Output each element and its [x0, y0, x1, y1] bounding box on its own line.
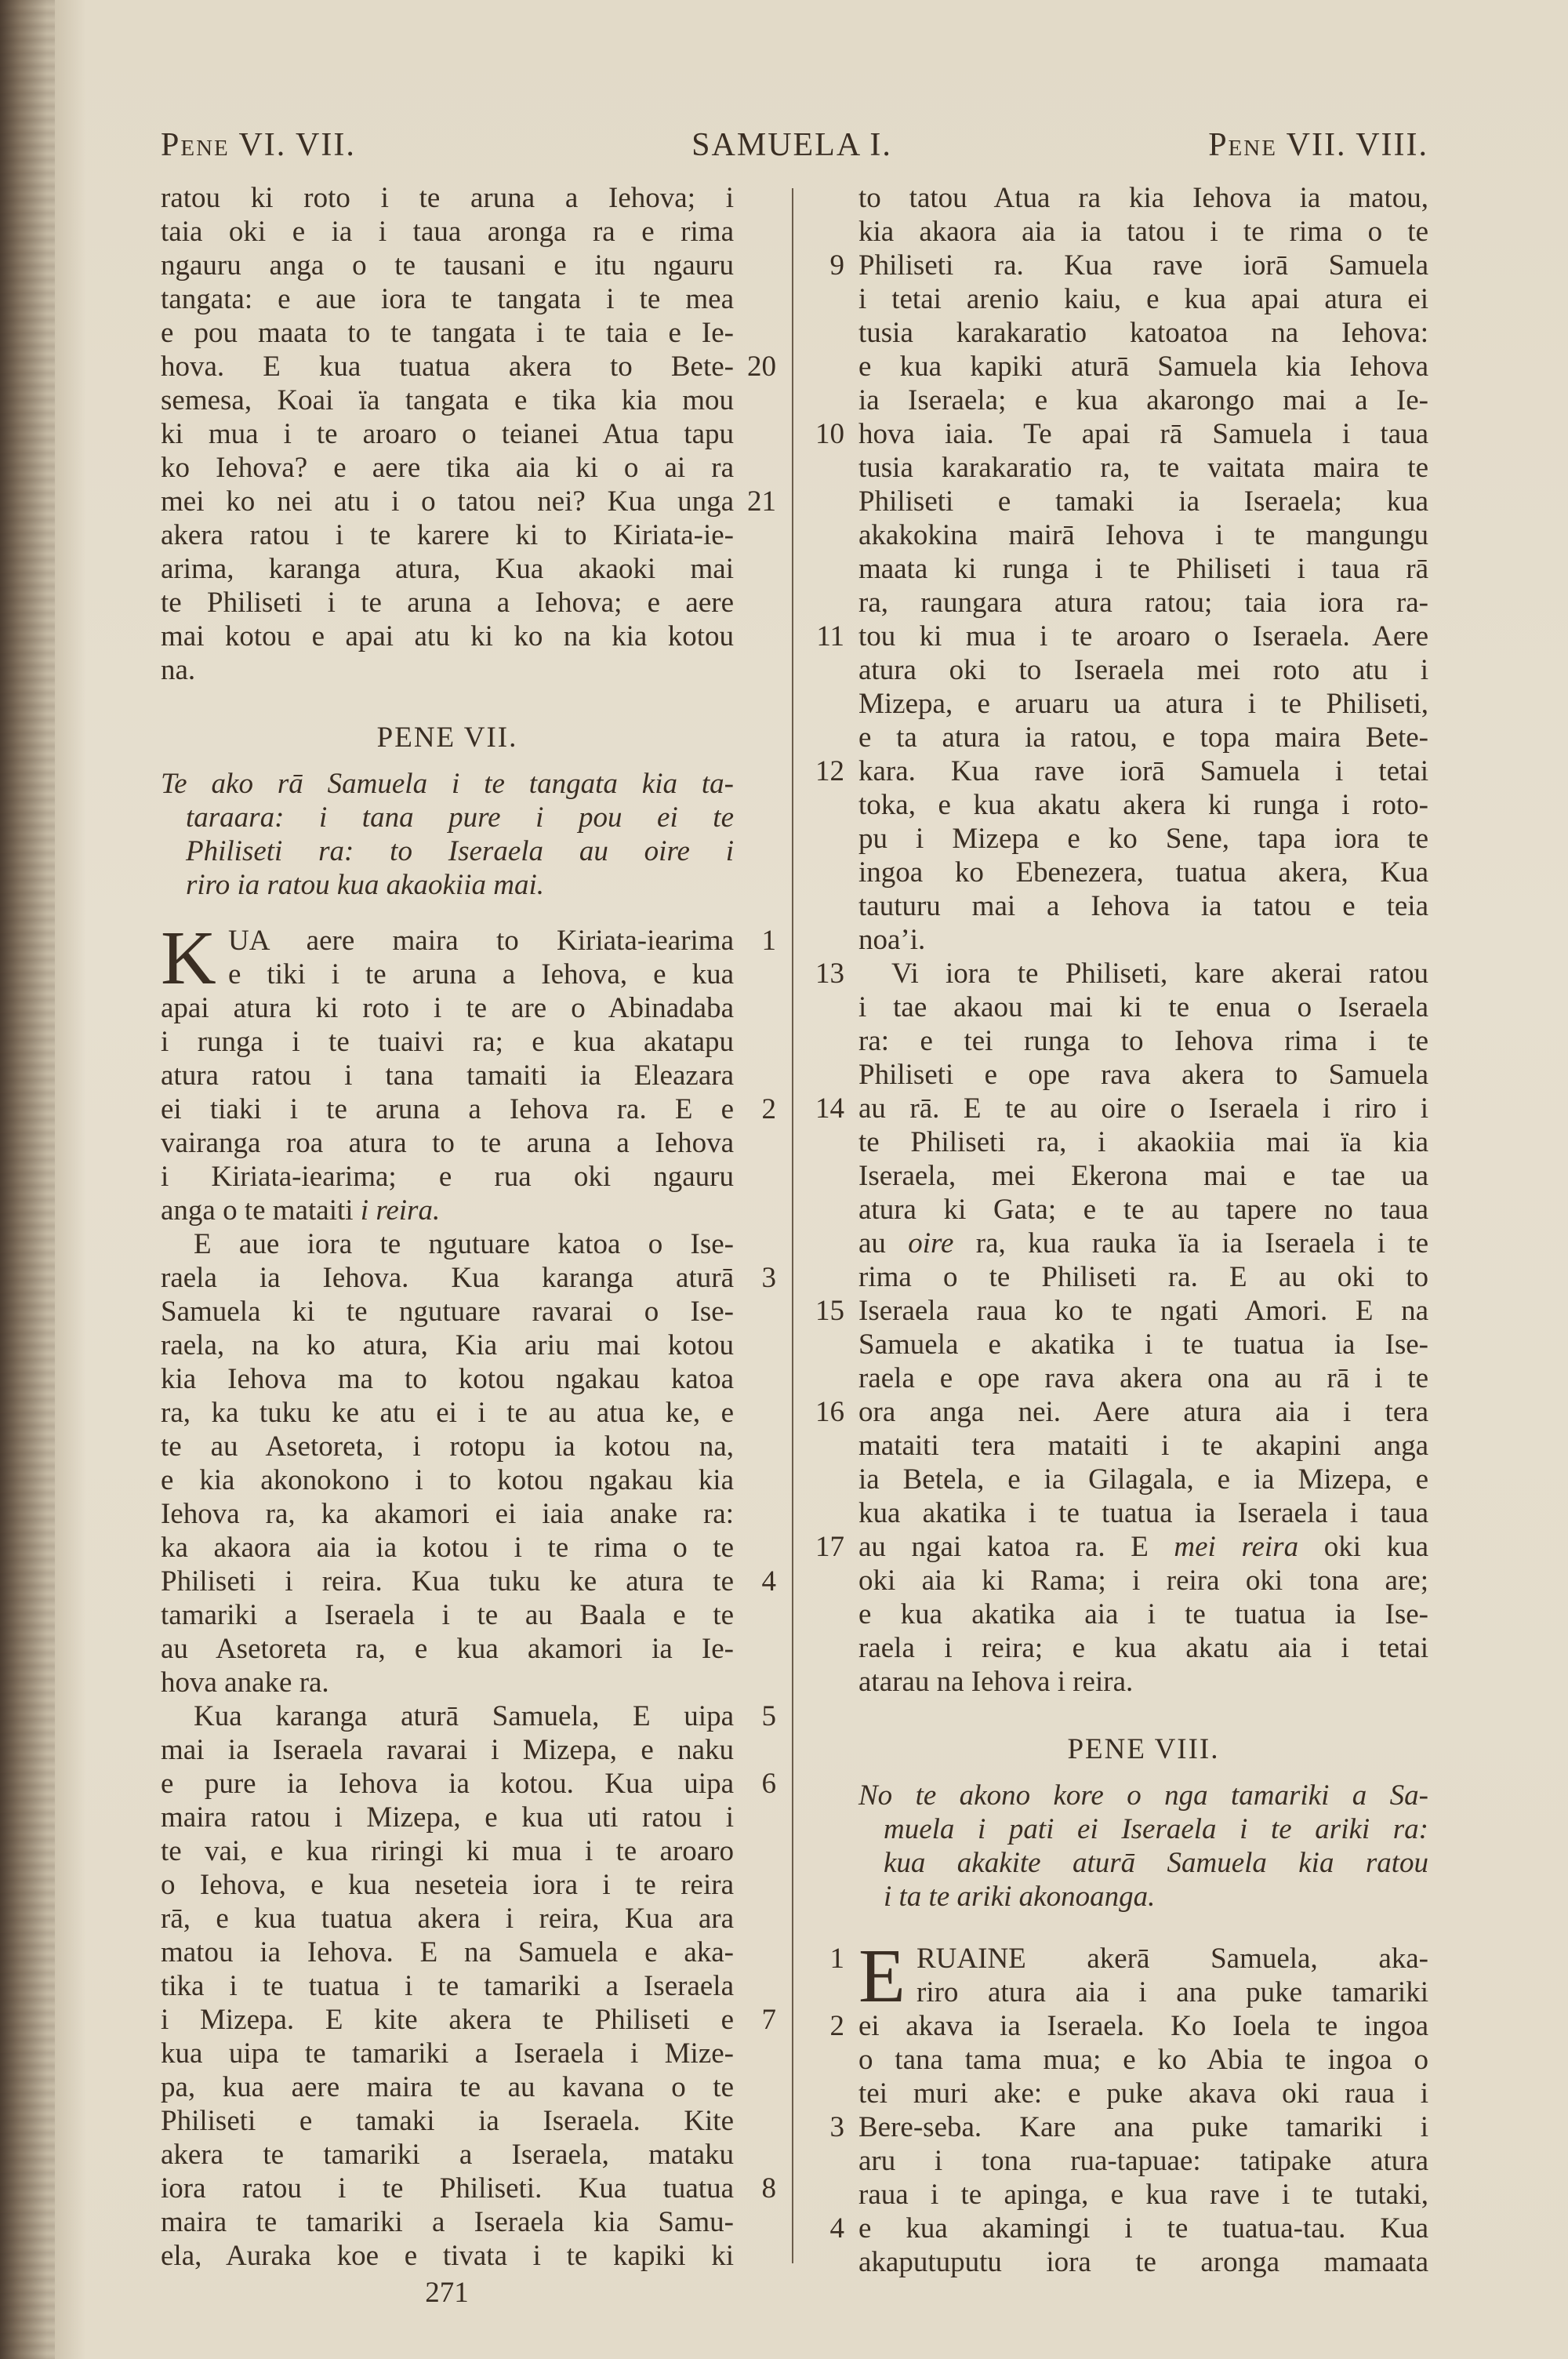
- line-text: raela i reira; e kua akatu aia i tetai: [858, 1632, 1428, 1664]
- chapter-summary-line: [161, 801, 734, 834]
- line-text: PENE VII.: [376, 722, 518, 754]
- line-text: rā, e kua tuatua akera i reira, Kua ara: [161, 1903, 734, 1935]
- line-text: kua akakite aturā Samuela kia ratou: [884, 1847, 1428, 1879]
- text-line: [161, 552, 734, 586]
- running-head-left: Pene VI. VII.: [161, 127, 356, 163]
- text-line: [815, 1530, 1429, 1564]
- chapter-heading: [858, 1732, 1428, 1766]
- line-text: Mizepa, e aruaru ua atura i te Philiseti,: [858, 688, 1428, 720]
- text-line: [161, 1801, 734, 1834]
- verse-number: 3: [761, 1262, 776, 1294]
- text-line: [858, 923, 1428, 957]
- line-text: akera te tamariki a Iseraela, mataku: [161, 2139, 734, 2171]
- text-line: [161, 2070, 734, 2104]
- text-line: [161, 586, 734, 620]
- text-line: [161, 2205, 734, 2239]
- verse-number: 2: [829, 2010, 844, 2042]
- line-text: riro ia ratou kua akaokiia mai.: [186, 869, 544, 901]
- text-line: [161, 2037, 734, 2070]
- line-text: ra, raungara atura ratou; taia iora ra-: [858, 587, 1428, 619]
- verse-number: 7: [761, 2004, 776, 2036]
- text-line: [161, 1396, 734, 1430]
- text-line: [858, 822, 1428, 856]
- text-line: [161, 316, 734, 350]
- verse-number: 4: [829, 2212, 844, 2245]
- line-text: te Philiseti i te aruna a Iehova; e aere: [161, 587, 734, 619]
- text-line: [161, 1733, 734, 1767]
- line-text: atura oki to Iseraela mei roto atu i: [858, 654, 1428, 686]
- text-line: [161, 991, 734, 1025]
- line-text: anga o te mataiti: [161, 1194, 361, 1227]
- line-text: ko Iehova? e aere tika aia ki o ai ra: [161, 452, 734, 484]
- line-text: te vai, e kua riringi ki mua i te aroaro: [161, 1835, 734, 1867]
- line-text: i Kiriata-iearima; e rua oki ngauru: [161, 1161, 734, 1193]
- text-line: [161, 485, 776, 518]
- text-line: [161, 1362, 734, 1396]
- text-line: [816, 620, 1428, 653]
- line-text: toka, e kua akatu akera ki runga i roto-: [858, 789, 1428, 821]
- chapter-summary-line: [161, 834, 734, 868]
- line-text: ra, ka tuku ke atu ei i te au atua ke, e: [161, 1397, 734, 1429]
- text-line: [815, 754, 1428, 788]
- column-divider: [792, 188, 793, 2263]
- line-text: Iseraela raua ko te ngati Amori. E na: [858, 1295, 1428, 1327]
- verse-number: 4: [761, 1565, 776, 1598]
- line-text: pu i Mizepa e ko Sene, tapa iora te: [858, 823, 1428, 855]
- line-text: mataiti tera mataiti i te akapini anga: [858, 1430, 1428, 1462]
- line-text: kua akatika i te tuatua ia Iseraela i taua: [858, 1497, 1428, 1529]
- line-text: raela e ope rava akera ona au rā i te: [858, 1362, 1428, 1394]
- verse-number: 13: [815, 958, 844, 990]
- line-text: tusia karakaratio ra, te vaitata maira te: [858, 452, 1428, 484]
- text-line: [858, 316, 1428, 350]
- verse-number: 11: [816, 620, 844, 652]
- line-text: raela ia Iehova. Kua karanga aturā: [161, 1262, 734, 1294]
- line-text: akera ratou i te karere ki to Kiriata-ie-: [161, 519, 734, 551]
- text-line: [858, 1024, 1428, 1058]
- line-text: Philiseti e tamaki ia Iseraela; kua: [858, 485, 1428, 518]
- line-text: kia Iehova ma to kotou ngakau katoa: [161, 1363, 734, 1395]
- line-text: maira ratou i Mizepa, e kua uti ratou i: [161, 1801, 734, 1834]
- text-line: [161, 1059, 734, 1092]
- text-line: [161, 1430, 734, 1463]
- running-head-right: Pene VII. VIII.: [1208, 127, 1428, 163]
- chapter-summary-line: [858, 1779, 1428, 1812]
- text-line: [161, 383, 734, 417]
- text-line: [858, 889, 1428, 923]
- text-line: [161, 1868, 734, 1902]
- text-line: [858, 181, 1428, 215]
- line-text: taraara: i tana pure i pou ei te: [186, 801, 734, 834]
- line-text: rima o te Philiseti ra. E au oki to: [858, 1261, 1428, 1293]
- text-line: [161, 1666, 734, 1699]
- italic-text: mei reira: [1174, 1531, 1299, 1563]
- text-line: [858, 1496, 1428, 1530]
- text-line: [161, 1936, 734, 1969]
- line-text: raua i te apinga, e kua rave i te tutaki,: [858, 2179, 1428, 2211]
- line-text: i ta te ariki akonoanga.: [884, 1881, 1156, 1913]
- text-line: [858, 1976, 1428, 2009]
- line-text: vairanga roa atura to te aruna a Iehova: [161, 1127, 734, 1159]
- line-text: ela, Auraka koe e tivata i te kapiki ki: [161, 2240, 734, 2272]
- line-text: Philiseti i reira. Kua tuku ke atura te: [161, 1565, 734, 1598]
- line-text: maira te tamariki a Iseraela kia Samu-: [161, 2206, 734, 2238]
- text-line: [858, 282, 1428, 316]
- text-line: [858, 1361, 1428, 1395]
- line-text: Philiseti e ope rava akera to Samuela: [858, 1059, 1428, 1091]
- text-line: [161, 1295, 734, 1329]
- text-line: [858, 485, 1428, 518]
- text-line: [858, 1463, 1428, 1496]
- line-text: aru i tona rua-tapuae: tatipake atura: [858, 2145, 1428, 2177]
- line-text: Te ako rā Samuela i te tangata kia ta-: [161, 768, 734, 800]
- line-text: Bere-seba. Kare ana puke tamariki i: [858, 2111, 1428, 2143]
- line-text: muela i pati ei Iseraela i te ariki ra:: [884, 1813, 1428, 1845]
- line-text: i tetai arenio kaiu, e kua apai atura ei: [858, 283, 1428, 315]
- text-line: [858, 1665, 1428, 1699]
- line-text: e kua kapiki aturā Samuela kia Iehova: [858, 351, 1428, 383]
- line-text: e tiki i te aruna a Iehova, e kua: [228, 958, 734, 990]
- line-text: semesa, Koai ïa tangata e tika kia mou: [161, 384, 734, 416]
- text-line: [161, 2239, 734, 2273]
- verse-number: 17: [815, 1531, 844, 1563]
- page-number: 271: [425, 2277, 469, 2309]
- text-line: [858, 586, 1428, 620]
- line-text: Kua karanga aturā Samuela, E uipa: [194, 1700, 734, 1732]
- line-text: i Mizepa. E kite akera te Philiseti e: [161, 2004, 734, 2036]
- line-text: tusia karakaratio katoatoa na Iehova:: [858, 317, 1428, 349]
- chapter-summary-line: [161, 767, 734, 801]
- verse-number: 14: [815, 1092, 844, 1125]
- text-line: [858, 856, 1428, 889]
- line-text: to tatou Atua ra kia Iehova ia matou,: [858, 182, 1428, 214]
- line-text: ki mua i te aroaro o teianei Atua tapu: [161, 418, 734, 450]
- text-line: [858, 350, 1428, 383]
- line-text: tamariki a Iseraela i te au Baala e te: [161, 1599, 734, 1631]
- line-text: arima, karanga atura, Kua akaoki mai: [161, 553, 734, 585]
- drop-cap-initial: E: [858, 1934, 906, 2019]
- line-text: No te akono kore o nga tamariki a Sa-: [858, 1779, 1428, 1812]
- line-text: ka akaora aia ia kotou i te rima o te: [161, 1532, 734, 1564]
- text-line: [161, 620, 734, 653]
- text-line: [858, 721, 1428, 754]
- text-line: [858, 2245, 1428, 2279]
- line-text: iora ratou i te Philiseti. Kua tuatua: [161, 2172, 734, 2205]
- line-text: ei akava ia Iseraela. Ko Ioela te ingoa: [858, 2010, 1428, 2042]
- line-text: mai ia Iseraela ravarai i Mizepa, e naku: [161, 1734, 734, 1766]
- text-line: [858, 1598, 1428, 1631]
- text-line: [858, 1260, 1428, 1294]
- text-line: [161, 282, 734, 316]
- line-text: atura ratou i tana tamaiti ia Eleazara: [161, 1060, 734, 1092]
- line-text: Iehova ra, ka akamori ei iaia anake ra:: [161, 1498, 734, 1530]
- line-text: ei tiaki i te aruna a Iehova ra. E e: [161, 1093, 734, 1125]
- text-line: [829, 249, 1428, 282]
- line-text: kia akaora aia ia tatou i te rima o te: [858, 216, 1428, 248]
- line-text: ora anga nei. Aere atura aia i tera: [858, 1396, 1428, 1428]
- text-line: [858, 990, 1428, 1024]
- text-line: [161, 1194, 734, 1227]
- text-line: [858, 215, 1428, 249]
- chapter-summary-line: [161, 868, 734, 902]
- line-text: Samuela e akatika i te tuatua ia Ise-: [858, 1329, 1428, 1361]
- verse-number: 15: [815, 1295, 844, 1327]
- line-text: tika i te tuatua i te tamariki a Iseraela: [161, 1970, 734, 2002]
- line-text: e kua akamingi i te tuatua-tau. Kua: [858, 2212, 1428, 2245]
- line-text: hova anake ra.: [161, 1667, 329, 1699]
- text-line: [829, 2212, 1428, 2245]
- line-text: ra: e tei runga to Iehova rima i te: [858, 1025, 1428, 1057]
- line-text: au ngai katoa ra. E: [858, 1531, 1174, 1563]
- text-line: [858, 1193, 1428, 1227]
- text-line: [161, 1767, 776, 1801]
- text-line: [161, 1902, 734, 1936]
- line-text: Iseraela, mei Ekerona mai e tae ua: [858, 1160, 1428, 1192]
- line-text: ia Betela, e ia Gilagala, e ia Mizepa, e: [858, 1463, 1428, 1496]
- text-line: [161, 417, 734, 451]
- text-line: [815, 417, 1428, 451]
- italic-text: oire: [908, 1227, 954, 1259]
- text-line: [858, 1058, 1428, 1092]
- text-line: [161, 181, 734, 215]
- text-line: [161, 2003, 776, 2037]
- text-line: [161, 1261, 776, 1295]
- line-text: ia Iseraela; e kua akarongo mai a Ie-: [858, 384, 1428, 416]
- verse-number: 6: [761, 1768, 776, 1800]
- line-text: kara. Kua rave iorā Samuela i tetai: [858, 755, 1428, 787]
- line-text: te Philiseti ra, i akaokiia mai ïa kia: [858, 1126, 1428, 1158]
- line-text: na.: [161, 654, 196, 686]
- text-line: [858, 2178, 1428, 2212]
- line-text: akakokina mairā Iehova i te mangungu: [858, 519, 1428, 551]
- line-text: raela, na ko atura, Kia ariu mai kotou: [161, 1329, 734, 1361]
- text-line: [161, 1565, 776, 1598]
- line-text: au: [858, 1227, 909, 1259]
- text-line: [161, 1092, 776, 1126]
- text-line: [858, 552, 1428, 586]
- line-text: e kua akatika aia i te tuatua ia Ise-: [858, 1598, 1428, 1630]
- line-text: hova. E kua tuatua akera to Bete-: [161, 351, 734, 383]
- verse-number: 16: [815, 1396, 844, 1428]
- text-line: [858, 788, 1428, 822]
- line-text: e pou maata to te tangata i te taia e Ie-: [161, 317, 734, 349]
- line-text: UA aere maira to Kiriata-iearima: [228, 925, 734, 957]
- text-line: [815, 1294, 1428, 1328]
- line-text: te au Asetoreta, i rotopu ia kotou na,: [161, 1430, 734, 1463]
- text-line: [161, 1632, 734, 1666]
- line-text: mei ko nei atu i o tatou nei? Kua unga: [161, 485, 734, 518]
- text-line: [161, 1969, 734, 2003]
- text-line: [858, 1429, 1428, 1463]
- line-text: tangata: e aue iora te tangata i te mea: [161, 283, 734, 315]
- text-line: [858, 2077, 1428, 2110]
- text-line: [858, 1328, 1428, 1361]
- line-text: au rā. E te au oire o Iseraela i riro i: [858, 1092, 1428, 1125]
- line-text: akaputuputu iora te aronga mamaata: [858, 2246, 1428, 2278]
- text-line: [815, 1395, 1428, 1429]
- text-line: [858, 383, 1428, 417]
- line-text: au Asetoreta ra, e kua akamori ia Ie-: [161, 1633, 734, 1665]
- text-line: [161, 1463, 734, 1497]
- verse-number: 1: [829, 1943, 844, 1975]
- text-line: [161, 1834, 734, 1868]
- text-line: [161, 1126, 734, 1160]
- line-text: o Iehova, e kua neseteia iora i te reira: [161, 1869, 734, 1901]
- text-line: [858, 1227, 1428, 1260]
- verse-number: 21: [747, 485, 776, 518]
- text-line: [161, 653, 734, 687]
- verse-number: 20: [747, 351, 776, 383]
- text-line: [858, 1564, 1428, 1598]
- verse-number: 10: [815, 418, 844, 450]
- text-line: [815, 957, 1428, 990]
- line-text: matou ia Iehova. E na Samuela e aka-: [161, 1936, 734, 1968]
- text-line: [161, 2138, 734, 2172]
- line-text: mai kotou e apai atu ki ko na kia kotou: [161, 620, 734, 652]
- line-text: e kia akonokono i to kotou ngakau kia: [161, 1464, 734, 1496]
- line-text: Philiseti e tamaki ia Iseraela. Kite: [161, 2105, 734, 2137]
- verse-number: 8: [761, 2172, 776, 2205]
- text-line: [161, 249, 734, 282]
- line-text: apai atura ki roto i te are o Abinadaba: [161, 992, 734, 1024]
- line-text: pa, kua aere maira te au kavana o te: [161, 2071, 734, 2103]
- verse-number: 2: [761, 1093, 776, 1125]
- chapter-summary-line: [858, 1812, 1428, 1846]
- line-text: atarau na Iehova i reira.: [858, 1666, 1134, 1698]
- line-text: tou ki mua i te aroaro o Iseraela. Aere: [858, 620, 1428, 652]
- left-column: [161, 181, 776, 2273]
- line-text: ngauru anga o te tausani e itu ngauru: [161, 249, 734, 282]
- line-text: riro atura aia i ana puke tamariki: [916, 1976, 1428, 2008]
- line-text: e pure ia Iehova ia kotou. Kua uipa: [161, 1768, 734, 1800]
- verse-number: 12: [815, 755, 844, 787]
- text-line: [161, 1025, 734, 1059]
- line-text: tauturu mai a Iehova ia tatou e teia: [858, 890, 1428, 922]
- line-text: noa’i.: [858, 924, 926, 956]
- line-text: E aue iora te ngutuare katoa o Ise-: [194, 1228, 734, 1260]
- text-line: [858, 518, 1428, 552]
- text-line: [161, 215, 734, 249]
- line-text-continued: ra, kua rauka ïa ia Iseraela i te: [953, 1227, 1428, 1259]
- verse-number: 9: [829, 249, 844, 282]
- text-line: [161, 2172, 776, 2205]
- text-line: [858, 1159, 1428, 1193]
- line-text: atura ki Gata; e te au tapere no taua: [858, 1194, 1428, 1226]
- text-line: [858, 2144, 1428, 2178]
- text-line: [858, 2043, 1428, 2077]
- right-column: [815, 181, 1429, 2279]
- text-line: [161, 1699, 776, 1733]
- verse-number: 1: [761, 925, 776, 957]
- chapter-summary-line: [858, 1880, 1428, 1914]
- text-line: [161, 1598, 734, 1632]
- line-text: ratou ki roto i te aruna a Iehova; i: [161, 182, 734, 214]
- line-text: Philiseti ra. Kua rave iorā Samuela: [858, 249, 1428, 282]
- line-text: Philiseti ra: to Iseraela au oire i: [186, 835, 734, 867]
- line-text: Samuela ki te ngutuare ravarai o Ise-: [161, 1296, 734, 1328]
- text-line: [161, 1497, 734, 1531]
- text-line: [161, 958, 734, 991]
- line-text: e ta atura ia ratou, e topa maira Bete-: [858, 722, 1428, 754]
- text-line: [161, 1227, 734, 1261]
- line-text: RUAINE akerā Samuela, aka-: [916, 1943, 1428, 1975]
- line-text: hova iaia. Te apai rā Samuela i taua: [858, 418, 1428, 450]
- text-line: [829, 2009, 1428, 2043]
- line-text-continued: oki kua: [1298, 1531, 1429, 1563]
- italic-text: i reira.: [360, 1194, 441, 1227]
- text-line: [858, 687, 1428, 721]
- line-text: maata ki runga i te Philiseti i taua rā: [858, 553, 1428, 585]
- text-line: [161, 518, 734, 552]
- line-text: kua uipa te tamariki a Iseraela i Mize-: [161, 2037, 734, 2070]
- line-text: PENE VIII.: [1067, 1733, 1220, 1765]
- line-text: ingoa ko Ebenezera, tuatua akera, Kua: [858, 856, 1428, 889]
- line-text: i runga i te tuaivi ra; e kua akatapu: [161, 1026, 734, 1058]
- text-line: [161, 1160, 734, 1194]
- text-line: [161, 2104, 734, 2138]
- text-line: [858, 1631, 1428, 1665]
- text-line: [858, 451, 1428, 485]
- text-line: [858, 1125, 1428, 1159]
- line-text: Vi iora te Philiseti, kare akerai ratou: [891, 958, 1428, 990]
- page-stack-edge: [0, 0, 55, 2359]
- text-line: [161, 350, 776, 383]
- running-head-title: SAMUELA I.: [691, 127, 892, 163]
- chapter-summary-line: [858, 1846, 1428, 1880]
- line-text: o tana tama mua; e ko Abia te ingoa o: [858, 2044, 1428, 2076]
- text-line: [815, 1092, 1428, 1125]
- line-text: taia oki e ia i taua aronga ra e rima: [161, 216, 734, 248]
- text-line: [858, 653, 1428, 687]
- line-text: tei muri ake: e puke akava oki raua i: [858, 2077, 1428, 2110]
- verse-number: 5: [761, 1700, 776, 1732]
- text-line: [829, 2110, 1428, 2144]
- line-text: oki aia ki Rama; i reira oki tona are;: [858, 1565, 1428, 1597]
- text-line: [161, 1329, 734, 1362]
- text-line: [161, 1531, 734, 1565]
- verse-number: 3: [829, 2111, 844, 2143]
- text-line: [161, 451, 734, 485]
- line-text: i tae akaou mai ki te enua o Iseraela: [858, 991, 1428, 1023]
- drop-cap-initial: K: [161, 916, 216, 1001]
- chapter-heading: [161, 721, 734, 754]
